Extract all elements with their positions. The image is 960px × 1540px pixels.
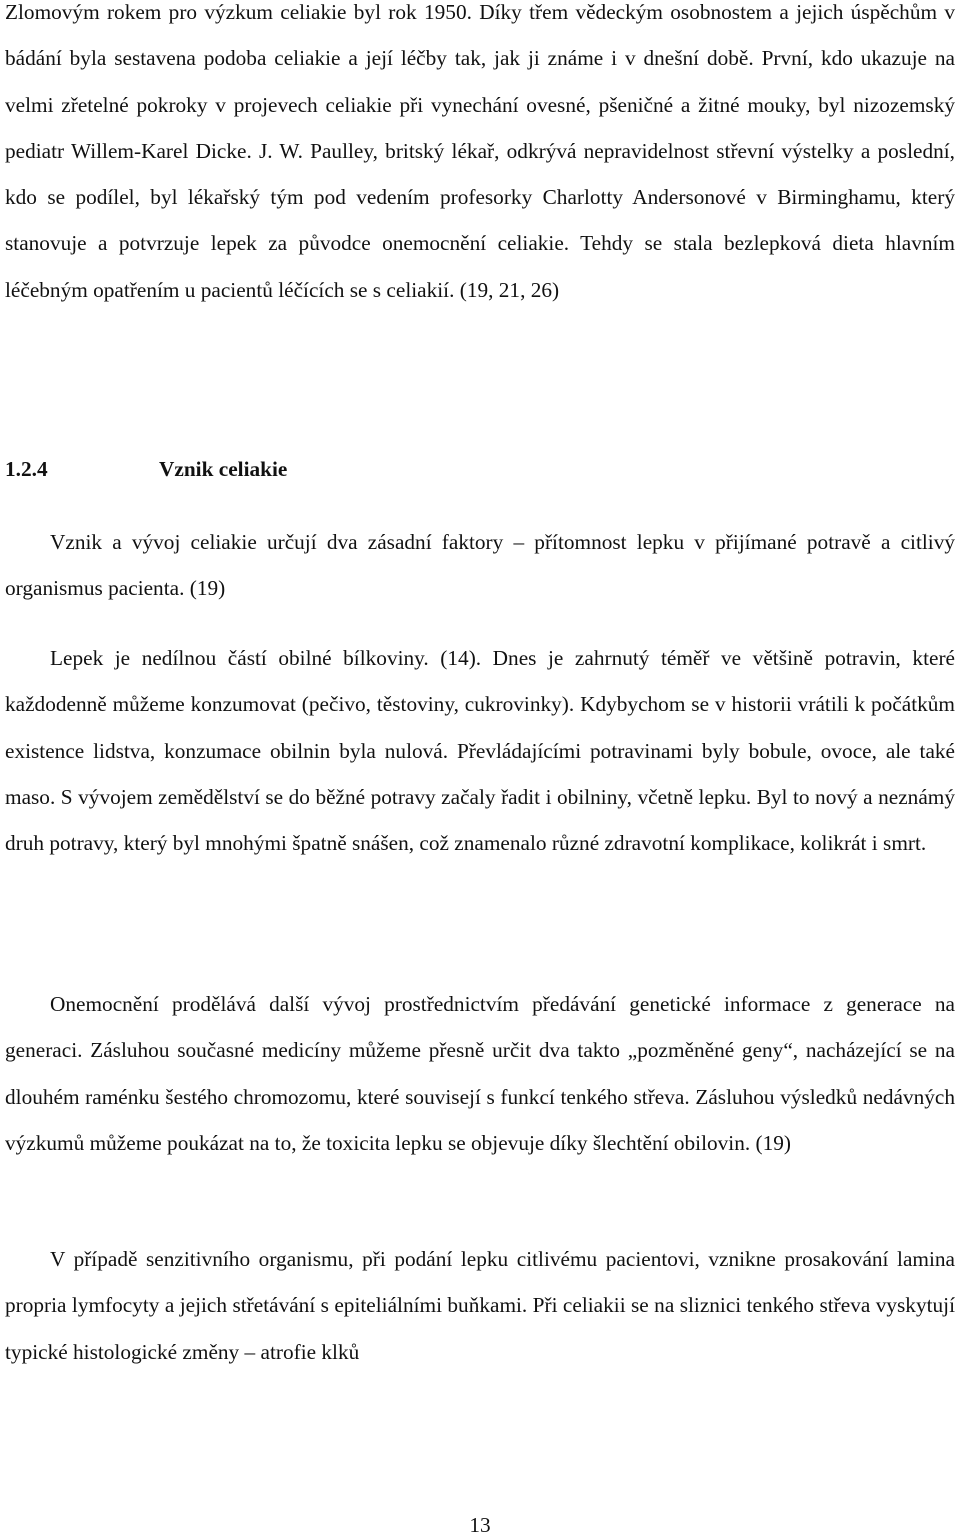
document-page xyxy=(5,0,955,1537)
section-heading xyxy=(5,450,287,488)
paragraph-gluten: Lepek je nedílnou částí obilné bílkoviny. (14). Dnes je zahrnutý téměř ve většině potravin, které každodenně můžeme konzumovat (pečivo, těstoviny, cukrovinky). Kdybychom se v historii vrátili k počátkům existence lidstva, konzumace obilnin byla nulová. Převládajícími potravinami byly bobule, ovoce, ale také maso. S vývojem zemědělství se do běžné potravy začaly řadit i obilniny, včetně lepku. Byl to nový a neznámý druh potravy, který byl mnohými špatně snášen, což znamenalo různé zdravotní komplikace, kolikrát i smrt. xyxy=(5,646,955,856)
section-number: 1.2.4 xyxy=(5,457,48,481)
page-number: 13 xyxy=(469,1513,491,1537)
paragraph-genetics: Onemocnění prodělává další vývoj prostřednictvím předávání genetické informace z generace na generaci. Zásluhou současné medicíny můžeme přesně určit dva takto „pozměněné geny“, nacházející se na dlouhém raménku šestého chromozomu, které souvisejí s funkcí tenkého střeva. Zásluhou výsledků nedávných výzkumů můžeme poukázat na to, že toxicita lepku se objevuje díky šlechtění obilovin. (19) xyxy=(5,992,955,1155)
intro-paragraph: Zlomovým rokem pro výzkum celiakie byl rok 1950. Díky třem vědeckým osobnostem a jejich úspěchům v bádání byla sestavena podoba celiakie a její léčby tak, jak ji známe i v dnešní době. První, kdo ukazuje na velmi zřetelné pokroky v projevech celiakie při vynechání ovesné, pšeničné a žitné mouky, byl nizozemský pediatr Willem-Karel Dicke. J. W. Paulley, britský lékař, odkrývá nepravidelnost střevní výstelky a poslední, kdo se podílel, byl lékařský tým pod vedením profesorky Charlotty Andersonové v Birminghamu, který stanovuje a potvrzuje lepek za původce onemocnění celiakie. Tehdy se stala bezlepková dieta hlavním léčebným opatřením u pacientů léčících se s celiakií. (19, 21, 26) xyxy=(5,0,955,302)
paragraph-histology: V případě senzitivního organismu, při podání lepku citlivému pacientovi, vznikne prosakování lamina propria lymfocyty a jejich střetávání s epiteliálními buňkami. Při celiakii se na sliznici tenkého střeva vyskytují typické histologické změny – atrofie klků xyxy=(5,1247,955,1364)
section-title: Vznik celiakie xyxy=(159,457,288,481)
paragraph-origin-factors: Vznik a vývoj celiakie určují dva zásadní faktory – přítomnost lepku v přijímané potravě a citlivý organismus pacienta. (19) xyxy=(5,530,955,601)
